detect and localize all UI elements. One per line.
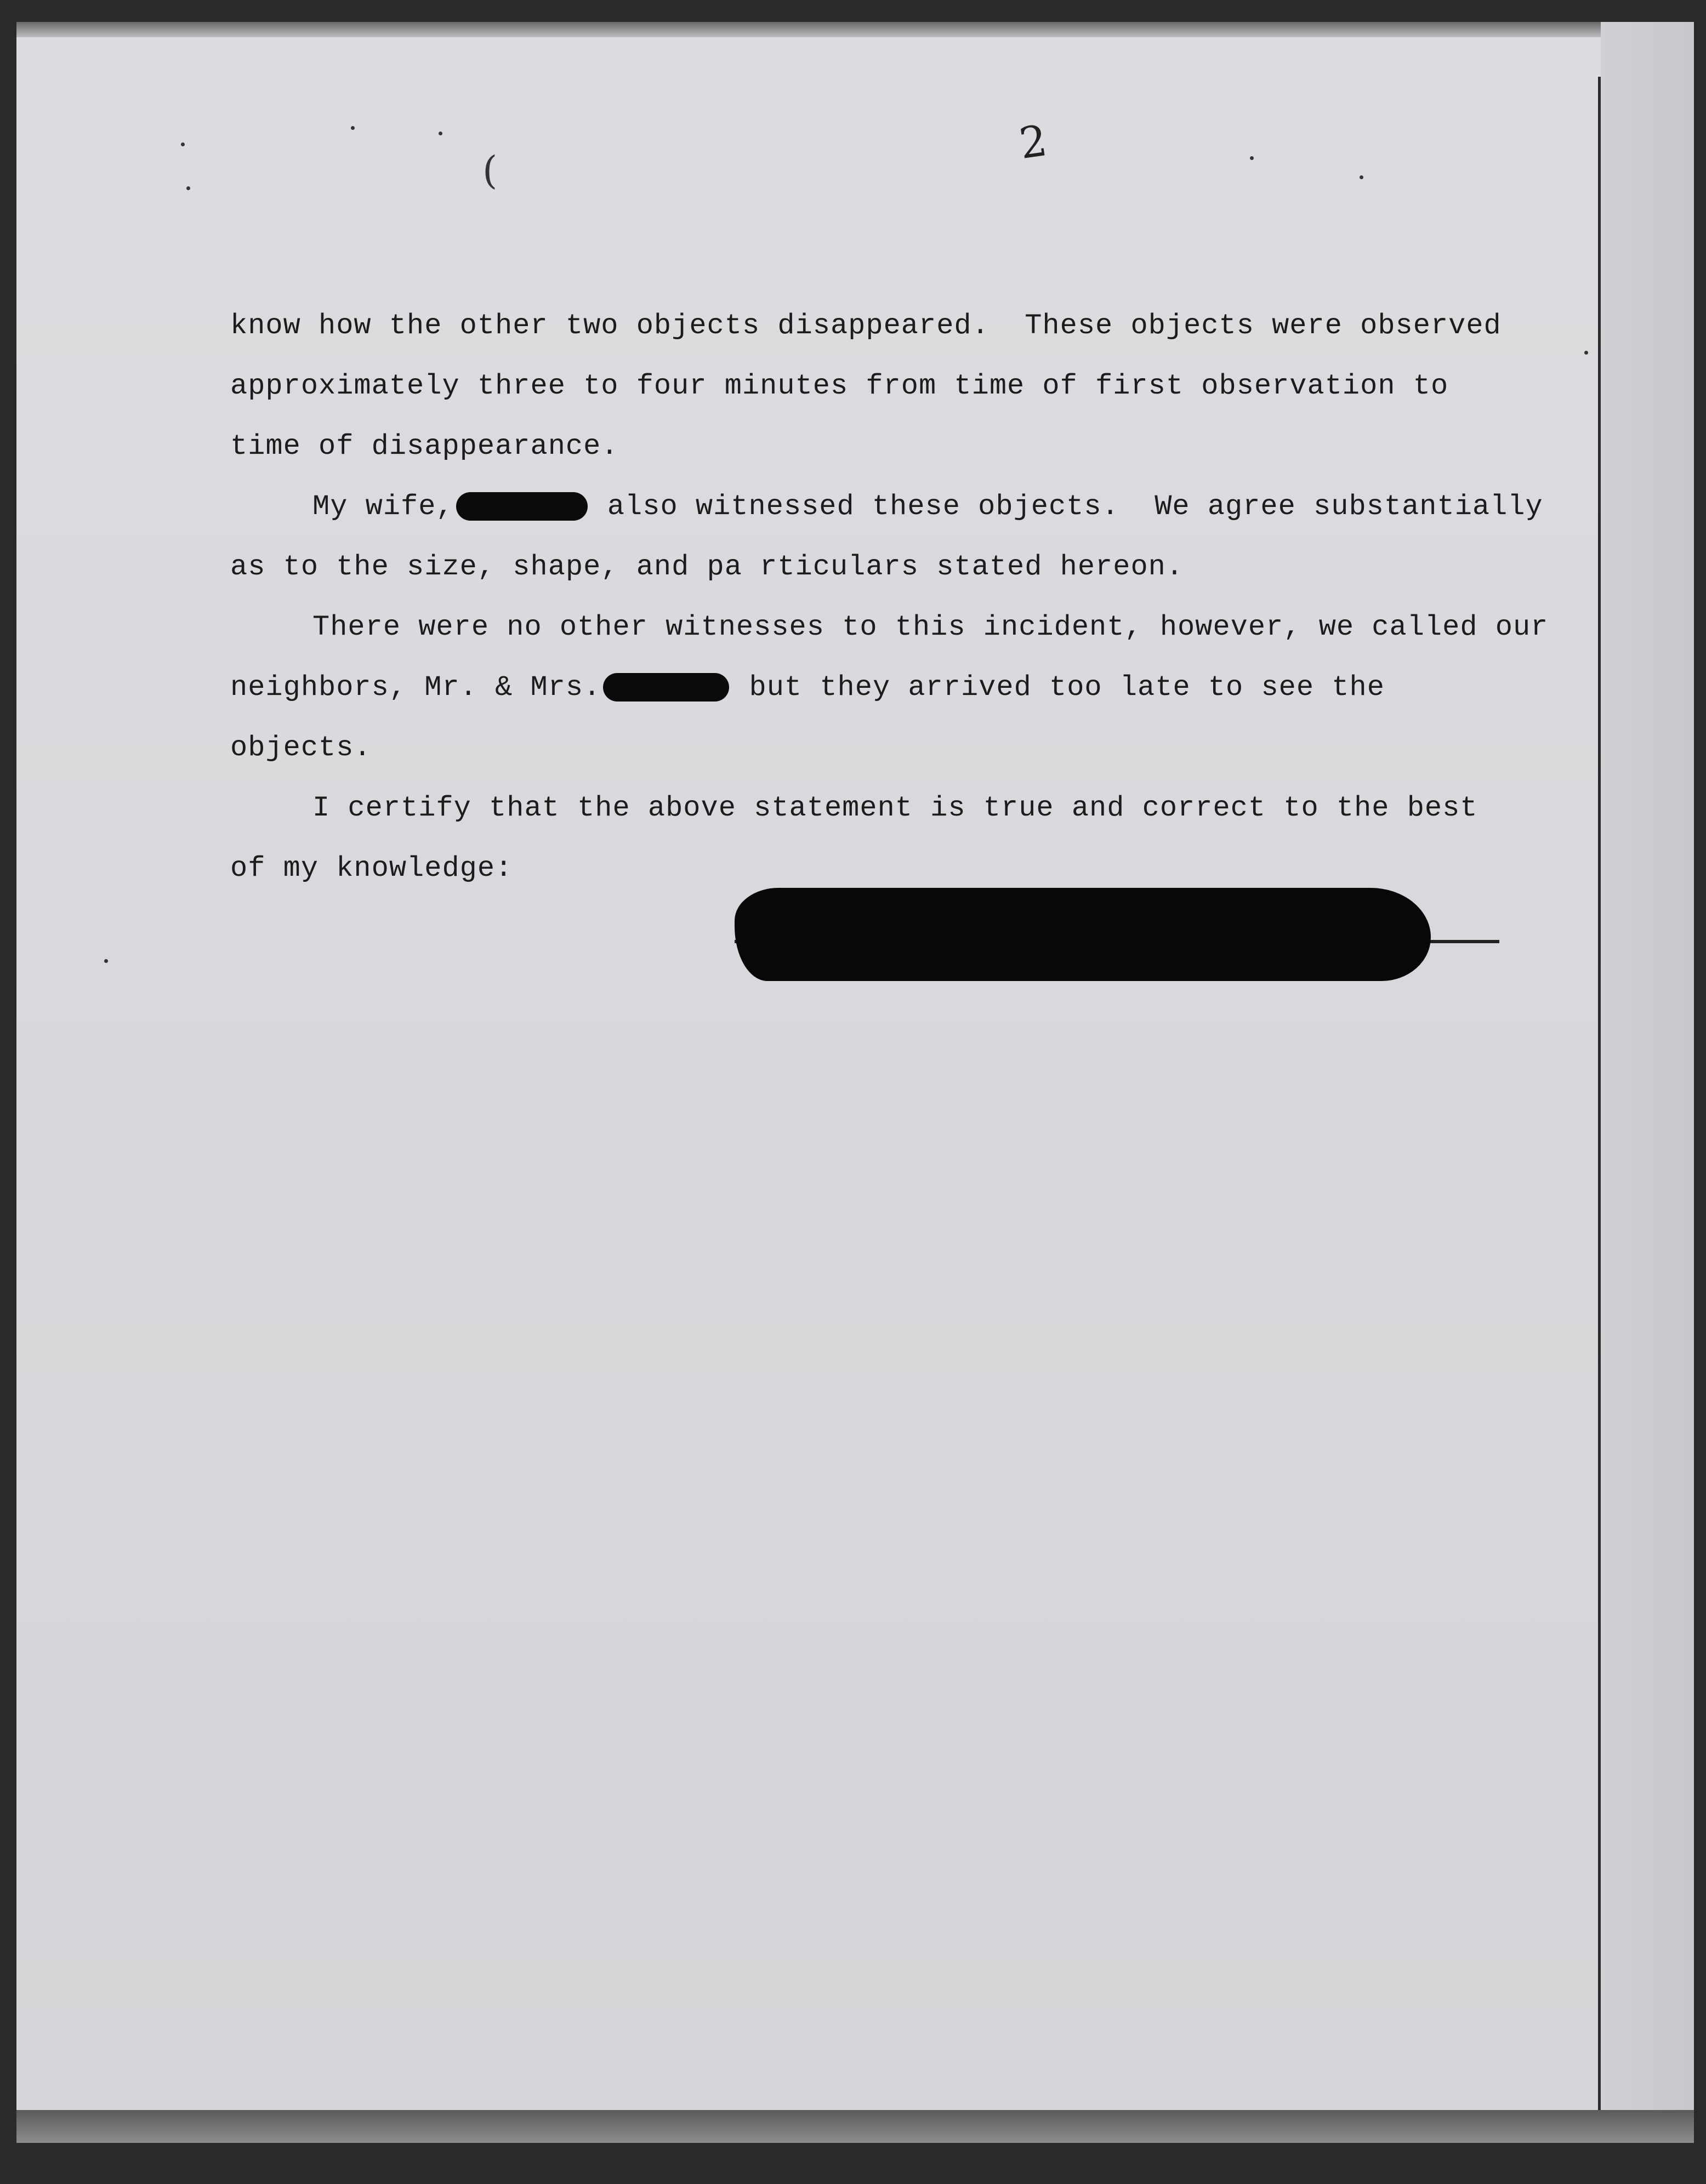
speck (186, 186, 190, 190)
text-segment: also witnessed these objects. We agree substantially (589, 491, 1543, 523)
header-marks (16, 22, 1694, 241)
text-segment: but they arrived too late to see the (731, 671, 1385, 704)
text-segment: neighbors, Mr. & Mrs. (230, 671, 601, 704)
speck (1250, 156, 1254, 160)
signature-redaction (735, 888, 1431, 981)
speck (351, 126, 355, 130)
paper-sheet (16, 22, 1694, 2143)
speck (1360, 175, 1363, 179)
right-margin-strip (1601, 22, 1694, 2143)
redaction-mark (603, 673, 729, 702)
statement-body (230, 296, 1549, 899)
text-line: objects. (230, 732, 372, 764)
bottom-edge-shadow (16, 2110, 1694, 2143)
text-line: approximately three to four minutes from time of first observation to (230, 370, 1449, 402)
speck (1584, 351, 1588, 355)
signature-area (724, 882, 1502, 992)
right-margin-rule (1598, 77, 1601, 2126)
speck (181, 142, 185, 146)
text-line: time of disappearance. (230, 430, 619, 463)
redaction-mark (456, 492, 588, 521)
speck (439, 132, 442, 135)
text-line (230, 658, 1546, 718)
speck (104, 959, 108, 963)
stray-paren-mark: ( (482, 148, 498, 193)
text-line: There were no other witnesses to this incident, however, we called our (312, 611, 1549, 643)
handwritten-page-number: 2 (1016, 116, 1050, 169)
text-line: I certify that the above statement is true and correct to the best (312, 792, 1478, 824)
text-line (230, 477, 1546, 537)
text-segment: My wife, (312, 491, 454, 523)
text-line: know how the other two objects disappeared. These objects were observed (230, 310, 1502, 342)
text-line: as to the size, shape, and pa rticulars stated hereon. (230, 551, 1184, 583)
text-line: of my knowledge: (230, 852, 513, 885)
